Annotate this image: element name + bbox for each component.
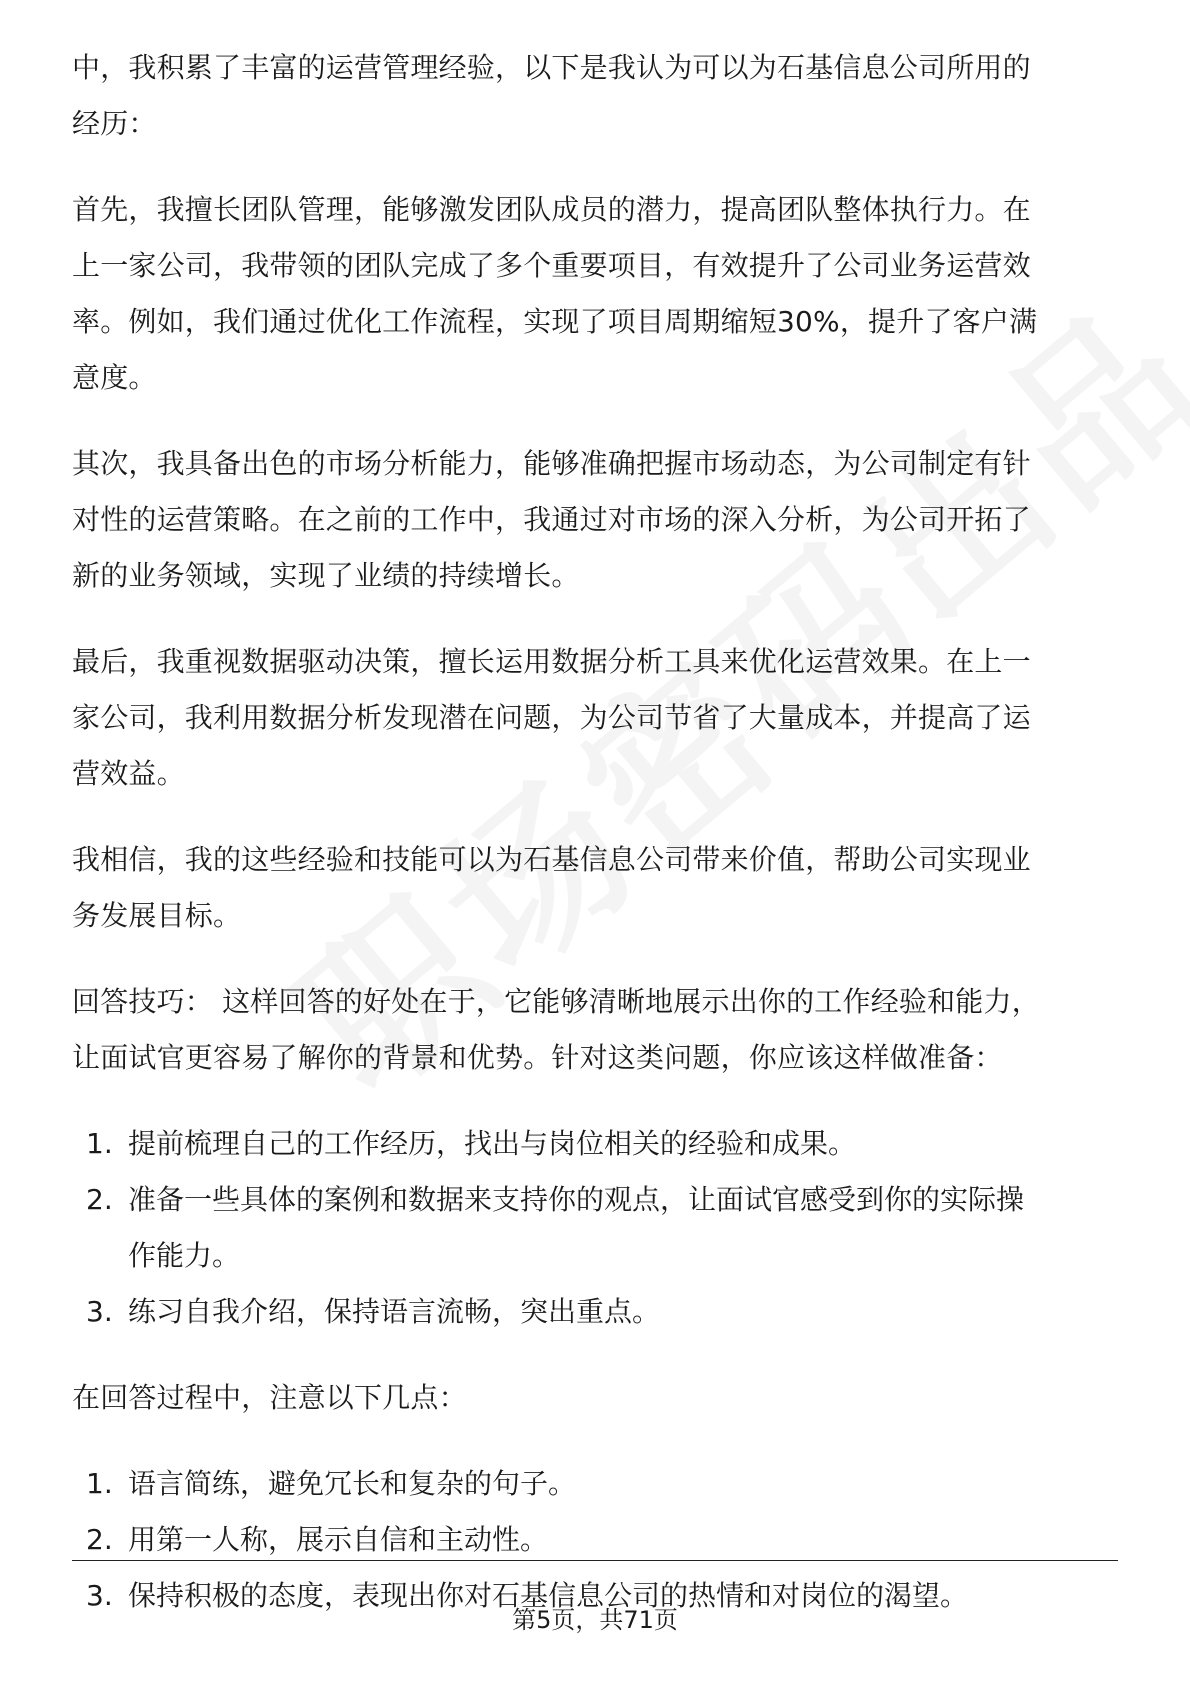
notes-intro: 在回答过程中，注意以下几点：: [72, 1381, 467, 1414]
list-number: 2.: [86, 1183, 113, 1216]
paragraph-intro: 中，我积累了丰富的运营管理经验，以下是我认为可以为石基信息公司所用的经历：: [72, 51, 1031, 140]
paragraph-answer-tips: 回答技巧： 这样回答的好处在于，它能够清晰地展示出你的工作经验和能力，让面试官更容易了解你的背景和优势。针对这类问题，你应该这样做准备：: [72, 985, 1040, 1074]
list-item: [72, 1456, 1047, 1512]
list-item: [72, 1284, 1047, 1340]
list-item-text: 语言简练，避免冗长和复杂的句子。: [128, 1467, 577, 1500]
list-number: 1.: [86, 1467, 113, 1500]
prep-list: [72, 1116, 1047, 1340]
list-item-text: 用第一人称，展示自信和主动性。: [128, 1523, 549, 1556]
list-number: 3.: [86, 1579, 113, 1612]
document-body: [72, 40, 1122, 1624]
list-item-text: 练习自我介绍，保持语言流畅，突出重点。: [128, 1295, 661, 1328]
list-item-text: 保持积极的态度，表现出你对石基信息公司的热情和对岗位的渴望。: [128, 1579, 969, 1612]
page-indicator: 第5页，共71页: [512, 1606, 678, 1634]
list-item: [72, 1172, 1047, 1284]
list-number: 1.: [86, 1127, 113, 1160]
list-item-text: 准备一些具体的案例和数据来支持你的观点，让面试官感受到你的实际操作能力。: [128, 1183, 1025, 1272]
notes-list: [72, 1456, 1047, 1624]
footer-divider: [72, 1560, 1118, 1561]
paragraph-market-analysis: 其次，我具备出色的市场分析能力，能够准确把握市场动态，为公司制定有针对性的运营策略。在之前的工作中，我通过对市场的深入分析，为公司开拓了新的业务领域，实现了业绩的持续增长。: [72, 447, 1031, 592]
paragraph-data-driven: 最后，我重视数据驱动决策，擅长运用数据分析工具来优化运营效果。在上一家公司，我利用数据分析发现潜在问题，为公司节省了大量成本，并提高了运营效益。: [72, 645, 1031, 790]
list-number: 2.: [86, 1523, 113, 1556]
list-item: [72, 1116, 1047, 1172]
list-number: 3.: [86, 1295, 113, 1328]
paragraph-conclusion: 我相信，我的这些经验和技能可以为石基信息公司带来价值，帮助公司实现业务发展目标。: [72, 843, 1031, 932]
paragraph-team-management: 首先，我擅长团队管理，能够激发团队成员的潜力，提高团队整体执行力。在上一家公司，我带领的团队完成了多个重要项目，有效提升了公司业务运营效率。例如，我们通过优化工作流程，实现了项目周期缩短30%，提升了客户满意度。: [72, 193, 1038, 394]
list-item-text: 提前梳理自己的工作经历，找出与岗位相关的经验和成果。: [128, 1127, 857, 1160]
